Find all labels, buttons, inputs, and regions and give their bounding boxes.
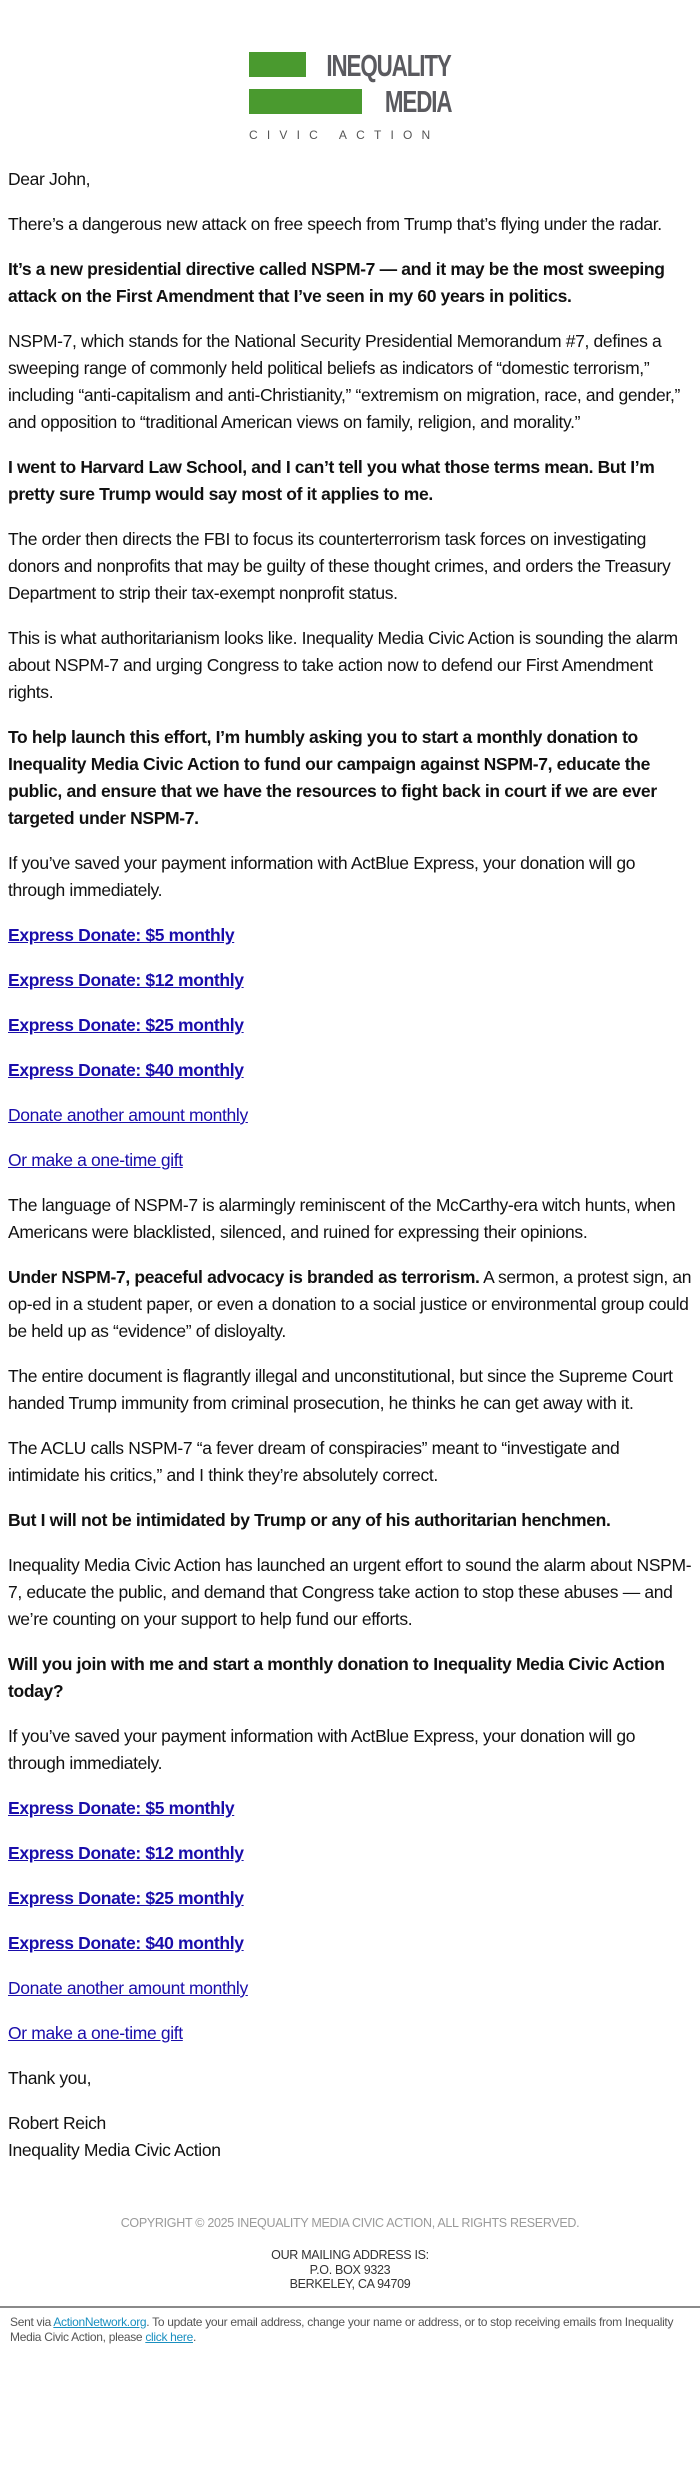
footer xyxy=(0,2216,700,2292)
paragraph: The entire document is flagrantly illegal and unconstitutional, but since the Supreme Court handed Trump immunity from criminal prosecution, he thinks he can get away with it. xyxy=(8,1366,673,1413)
address-line: P.O. BOX 9323 xyxy=(309,2262,391,2277)
paragraph: If you’ve saved your payment information with ActBlue Express, your donation will go through immediately. xyxy=(8,1726,636,1773)
paragraph: Inequality Media Civic Action has launched an urgent effort to sound the alarm about NSPM-7, educate the public, and demand that Congress take action to stop these abuses — and we’re counting on your support to help fund our efforts. xyxy=(8,1555,692,1629)
express-donate-40-link[interactable]: Express Donate: $40 monthly xyxy=(8,1060,244,1080)
greeting: Dear John, xyxy=(8,169,91,189)
express-donate-25-link[interactable]: Express Donate: $25 monthly xyxy=(8,1015,244,1035)
mailing-address xyxy=(0,2248,700,2292)
signature-name: Robert Reich xyxy=(8,2113,106,2133)
paragraph-bold: I went to Harvard Law School, and I can’t tell you what those terms mean. But I’m pretty sure Trump would say most of it applies to me. xyxy=(8,457,655,504)
inequality-media-logo xyxy=(249,48,451,142)
express-donate-12-link[interactable]: Express Donate: $12 monthly xyxy=(8,970,244,990)
actionnetwork-link[interactable]: ActionNetwork.org xyxy=(53,2314,147,2329)
paragraph: There’s a dangerous new attack on free speech from Trump that’s flying under the radar. xyxy=(8,214,662,234)
logo-text-media: MEDIA xyxy=(384,84,451,119)
express-donate-40-link[interactable]: Express Donate: $40 monthly xyxy=(8,1933,244,1953)
express-donate-25-link[interactable]: Express Donate: $25 monthly xyxy=(8,1888,244,1908)
paragraph: Under NSPM-7, peaceful advocacy is branded as terrorism. A sermon, a protest sign, an op-ed in a student paper, or even a donation to a social justice or environmental group could be held up as “evidence” of disloyalty. xyxy=(8,1267,692,1341)
express-donate-5-link[interactable]: Express Donate: $5 monthly xyxy=(8,925,235,945)
unsubscribe-link[interactable]: click here xyxy=(145,2329,193,2344)
address-label: OUR MAILING ADDRESS IS: xyxy=(271,2248,429,2262)
logo-green-bar-bottom xyxy=(249,89,362,114)
logo-text-civic-action: CIVIC ACTION xyxy=(249,128,440,142)
express-donate-12-link[interactable]: Express Donate: $12 monthly xyxy=(8,1843,244,1863)
logo-text-inequality: INEQUALITY xyxy=(326,48,451,83)
address-line: BERKELEY, CA 94709 xyxy=(289,2277,411,2291)
paragraph-bold: It’s a new presidential directive called NSPM-7 — and it may be the most sweeping attack on the First Amendment that I’ve seen in my 60 years in politics. xyxy=(8,259,665,306)
paragraph: If you’ve saved your payment information with ActBlue Express, your donation will go through immediately. xyxy=(8,853,636,900)
copyright: COPYRIGHT © 2025 INEQUALITY MEDIA CIVIC ACTION, ALL RIGHTS RESERVED. xyxy=(120,2216,580,2230)
sent-via-notice: Sent via ActionNetwork.org. To update your email address, change your name or address, or to stop receiving emails from Inequality Media Civic Action, please click here. xyxy=(10,2314,674,2344)
email-body xyxy=(0,166,700,2164)
closing: Thank you, xyxy=(8,2068,92,2088)
paragraph: NSPM-7, which stands for the National Security Presidential Memorandum #7, defines a sweeping range of commonly held political beliefs as indicators of “domestic terrorism,” including “anti-capitalism and anti-Christianity,” “extremism on migration, race, and gender,” and opposition to “traditional American views on family, religion, and morality.” xyxy=(8,331,680,432)
one-time-gift-link[interactable]: Or make a one-time gift xyxy=(8,1150,183,1170)
signature xyxy=(8,2110,692,2164)
express-donate-5-link[interactable]: Express Donate: $5 monthly xyxy=(8,1798,235,1818)
logo-green-bar-top xyxy=(249,52,306,77)
paragraph: The ACLU calls NSPM-7 “a fever dream of conspiracies” meant to “investigate and intimidate his critics,” and I think they’re absolutely correct. xyxy=(8,1438,620,1485)
signature-org: Inequality Media Civic Action xyxy=(8,2140,221,2160)
donate-other-amount-link[interactable]: Donate another amount monthly xyxy=(8,1978,248,1998)
paragraph: The language of NSPM-7 is alarmingly reminiscent of the McCarthy-era witch hunts, when Americans were blacklisted, silenced, and ruined for expressing their opinions. xyxy=(8,1195,676,1242)
one-time-gift-link[interactable]: Or make a one-time gift xyxy=(8,2023,183,2043)
paragraph-bold: Will you join with me and start a monthly donation to Inequality Media Civic Action today? xyxy=(8,1654,665,1701)
paragraph: This is what authoritarianism looks like. Inequality Media Civic Action is sounding the alarm about NSPM-7 and urging Congress to take action now to defend our First Amendment rights. xyxy=(8,628,678,702)
paragraph-bold: To help launch this effort, I’m humbly asking you to start a monthly donation to Inequality Media Civic Action to fund our campaign against NSPM-7, educate the public, and ensure that we have the resources to fight back in court if we are ever targeted under NSPM-7. xyxy=(8,727,657,828)
donate-other-amount-link[interactable]: Donate another amount monthly xyxy=(8,1105,248,1125)
paragraph: The order then directs the FBI to focus its counterterrorism task forces on investigating donors and nonprofits that may be guilty of these thought crimes, and orders the Treasury Department to strip their tax-exempt nonprofit status. xyxy=(8,529,671,603)
paragraph-bold: But I will not be intimidated by Trump or any of his authoritarian henchmen. xyxy=(8,1510,611,1530)
